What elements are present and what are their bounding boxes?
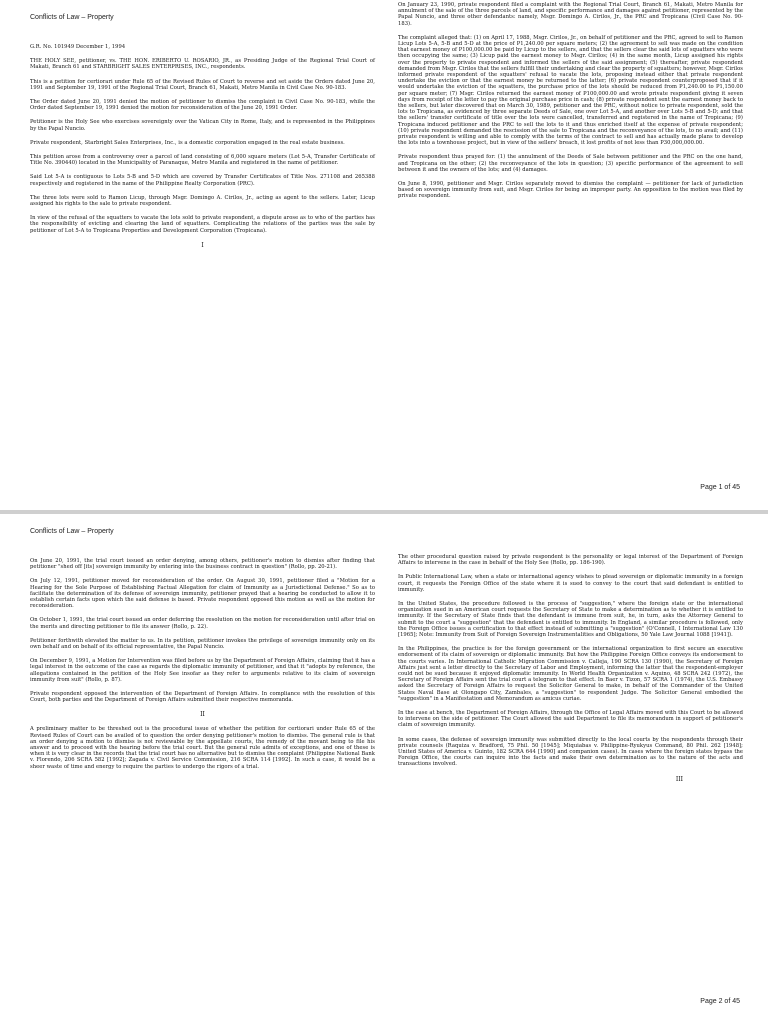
paragraph: On October 1, 1991, the trial court issued an order deferring the resolution on the motion for reconsideration until after trial on the merits and directing petitioner to file its answer (Rollo, p. 22). — [30, 617, 375, 630]
paragraph: This petition arose from a controversy over a parcel of land consisting of 6,000 square meters (Lot 5-A, Transfer Certificate of Title No. 390440) located in the Municipality of Paranaque, Metro Manila and registered in the name of petitioner. — [30, 154, 375, 167]
paragraph: THE HOLY SEE, petitioner, vs. THE HON. ERIBERTO U. ROSARIO, JR., as Presiding Judge of the Regional Trial Court of Makati, Branch 61 and STARBRIGHT SALES ENTERPRISES, INC., respondents. — [30, 58, 375, 71]
paragraph: The three lots were sold to Ramon Licup, through Msgr. Domingo A. Cirilos, Jr., acting as agent to the sellers. Later, Licup assigned his rights to the sale to private respondent. — [30, 194, 375, 208]
document-page-1 — [0, 0, 768, 510]
paragraph: Private respondent opposed the intervention of the Department of Foreign Affairs. In compliance with the resolution of this Court, both parties and the Department of Foreign Affairs submitted their respective memoranda. — [30, 691, 375, 704]
page-header: Conflicts of Law – Property — [30, 528, 114, 535]
paragraph: In view of the refusal of the squatters to vacate the lots sold to private respondent, a dispute arose as to who of the parties has the responsibility of evicting and clearing the land of squatters. Complicating the relations of the parties was the sale by petitioner of Lot 5-A to Tropicana Properties and Development Corporation (Tropicana). — [30, 215, 375, 234]
paragraph: In the Philippines, the practice is for the foreign government or the international organization to first secure an executive endorsement of its claim of sovereign or diplomatic immunity. But how the Philippine Foreign Office conveys its endorsement to the courts varies. In International Catholic Migration Commission v. Calleja, 190 SCRA 130 (1990), the Secretary of Foreign Affairs just sent a letter directly to the Secretary of Labor and Employment, informing the latter that the respondent-employer could not be sued because it enjoyed diplomatic immunity. In World Health Organization v. Aquino, 48 SCRA 242 (1972), the Secretary of Foreign Affairs sent the trial court a telegram to that effect. In Baer v. Tizon, 57 SCRA 1 (1974), the U.S. Embassy asked the Secretary of Foreign Affairs to request the Solicitor General to make, in behalf of the Commander of the United States Naval Base at Olongapo City, Zambales, a "suggestion" to respondent Judge. The Solicitor General embodied the "suggestion" in a Manifestation and Memorandum as amicus curiae. — [398, 646, 743, 702]
section-numeral: II — [200, 711, 205, 719]
page-header: Conflicts of Law – Property — [30, 14, 114, 21]
paragraph: Private respondent thus prayed for: (1) the annulment of the Deeds of Sale between petitioner and the PRC on the one hand, and Tropicana on the other; (2) the reconveyance of the lots in question; (3) specific performance of the agreement to sell between it and the owners of the lots; and (4) damages. — [398, 154, 743, 173]
section-numeral: III — [675, 775, 683, 783]
paragraph: In Public International Law, when a state or international agency wishes to plead sovereign or diplomatic immunity in a foreign court, it requests the Foreign Office of the state where it is sued to convey to the court that said defendant is entitled to immunity. — [398, 574, 743, 593]
paragraph: The Order dated June 20, 1991 denied the motion of petitioner to dismiss the complaint in Civil Case No. 90-183, while the Order dated September 19, 1991 denied the motion for reconsideration of the June 20, 1991 Order. — [30, 99, 375, 112]
paragraph: In the case at bench, the Department of Foreign Affairs, through the Office of Legal Affairs moved with this Court to be allowed to intervene on the side of petitioner. The Court allowed the said Department to file its memorandum in support of petitioner's claim of sovereign immunity. — [398, 710, 743, 729]
paragraph: The other procedural question raised by private respondent is the personality or legal interest of the Department of Foreign Affairs to intervene in the case in behalf of the Holy See (Rollo, pp. 186-190). — [398, 554, 743, 567]
paragraph: G.R. No. 101949 December 1, 1994 — [30, 44, 126, 50]
paragraph: In the United States, the procedure followed is the process of "suggestion," where the foreign state or the international organization sued in an American court requests the Secretary of State to make a determination as to whether it is entitled to immunity. If the Secretary of State finds that the defendant is immune from suit, he, in turn, asks the Attorney General to submit to the court a "suggestion" that the defendant is entitled to immunity. In England, a similar procedure is followed, only the Foreign Office issues a certification to that effect instead of submitting a "suggestion" (O'Connell, I International Law 130 [1965]; Note: Immunity from Suit of Foreign Sovereign Instrumentalities and Obligations, 50 Yale Law Journal 1088 [1941]). — [398, 601, 743, 639]
paragraph: Petitioner forthwith elevated the matter to us. In its petition, petitioner invokes the privilege of sovereign immunity only on its own behalf and on behalf of its official representative, the Papal Nuncio. — [30, 637, 375, 651]
paragraph: A preliminary matter to be threshed out is the procedural issue of whether the petition for certiorari under Rule 65 of the Revised Rules of Court can be availed of to question the order denying petitioner's motion to dismiss. The general rule is that an order denying a motion to dismiss is not reviewable by the appellate courts, the remedy of the movant being to file his answer and to proceed with the hearing before the trial court. But the general rule admits of exceptions, and one of these is when it is very clear in the records that the trial court has no alternative but to dismiss the complaint (Philippine National Bank v. Florendo, 206 SCRA 582 [1992]; Zagada v. Civil Service Commission, 216 SCRA 114 [1992]. In such a case, it would be a sheer waste of time and energy to require the parties to undergo the rigors of a trial. — [30, 726, 375, 770]
paragraph: On July 12, 1991, petitioner moved for reconsideration of the order. On August 30, 1991, petitioner filed a "Motion for a Hearing for the Sole Purpose of Establishing Factual Allegation for claim of Immunity as a Jurisdictional Defense." So as to facilitate the determination of its defense of sovereign immunity, petitioner prayed that a hearing be conducted to allow it to establish certain facts upon which the said defense is based. Private respondent opposed this motion as well as the motion for reconsideration. — [30, 578, 375, 610]
paragraph: Private respondent, Starbright Sales Enterprises, Inc., is a domestic corporation engaged in the real estate business. — [30, 139, 345, 146]
right-column — [398, 2, 743, 208]
page-number: Page 1 of 45 — [700, 484, 740, 491]
paragraph: In some cases, the defense of sovereign immunity was submitted directly to the local courts by the respondents through their private counsels (Raquiza v. Bradford, 75 Phil. 50 [1945]; Miquiabas v. Philippine-Ryukyus Command, 80 Phil. 262 [1948]; United States of America v. Guinto, 182 SCRA 644 [1990] and companion cases). In cases where the foreign states bypass the Foreign Office, the courts can inquire into the facts and make their own determination as to the nature of the acts and transactions involved. — [398, 736, 743, 768]
paragraph: On June 8, 1990, petitioner and Msgr. Cirilos separately moved to dismiss the complaint — petitioner for lack of jurisdiction based on sovereign immunity from suit, and Msgr. Cirilos for being an improper party. An opposition to the motion was filed by private respondent. — [398, 181, 743, 200]
left-column — [30, 44, 375, 257]
paragraph: Petitioner is the Holy See who exercises sovereignty over the Vatican City in Rome, Italy, and is represented in the Philippines by the Papal Nuncio. — [30, 119, 375, 132]
document-page-2 — [0, 514, 768, 1024]
paragraph: On December 9, 1991, a Motion for Intervention was filed before us by the Department of Foreign Affairs, claiming that it has a legal interest in the outcome of the case as regards the diplomatic immunity of petitioner, and that it "adopts by reference, the allegations contained in the petition of the Holy See insofar as they refer to arguments relative to its claim of sovereign immunity from suit" (Rollo, p. 87). — [30, 658, 375, 683]
right-column — [398, 554, 743, 791]
left-column — [30, 558, 375, 778]
paragraph: This is a petition for certiorari under Rule 65 of the Revised Rules of Court to reverse and set aside the Orders dated June 20, 1991 and September 19, 1991 of the Regional Trial Court, Branch 61, Makati, Metro Manila in Civil Case No. 90-183. — [30, 78, 375, 91]
paragraph: On June 20, 1991, the trial court issued an order denying, among others, petitioner's motion to dismiss after finding that petitioner "shed off [its] sovereign immunity by entering into the business contract in question" (Rollo, pp. 20-21). — [30, 558, 375, 571]
page-number: Page 2 of 45 — [700, 998, 740, 1005]
paragraph: On January 23, 1990, private respondent filed a complaint with the Regional Trial Court, Branch 61, Makati, Metro Manila for annulment of the sale of the three parcels of land, and specific performance and damages against petitioner, represented by the Papal Nuncio, and three other defendants: namely, Msgr. Domingo A. Cirilos, Jr., the PRC and Tropicana (Civil Case No. 90-183). — [398, 2, 743, 27]
paragraph: Said Lot 5-A is contiguous to Lots 5-B and 5-D which are covered by Transfer Certificates of Title Nos. 271108 and 265388 respectively and registered in the name of the Philippine Realty Corporation (PRC). — [30, 174, 375, 187]
paragraph: The complaint alleged that: (1) on April 17, 1988, Msgr. Cirilos, Jr., on behalf of petitioner and the PRC, agreed to sell to Ramon Licup Lots 5-A, 5-B and 5-D at the price of P1,240.00 per square meters; (2) the agreement to sell was made on the condition that earnest money of P100,000.00 be paid by Licup to the sellers, and that the sellers clear the said lots of squatters who were then occupying the same; (3) Licup paid the earnest money to Msgr. Cirilos; (4) in the same month, Licup assigned his rights over the property to private respondent and informed the sellers of the said assignment; (5) thereafter, private respondent demanded from Msgr. Cirilos that the sellers fulfill their undertaking and clear the property of squatters; however, Msgr. Cirilos informed private respondent of the squatters' refusal to vacate the lots, proposing instead either that private respondent undertake the eviction or that the earnest money be returned to the latter; (6) private respondent counterproposed that if it would undertake the eviction of the squatters, the purchase price of the lots should be reduced from P1,240.00 to P1,150.00 per square meter; (7) Msgr. Cirilos returned the earnest money of P100,000.00 and wrote private respondent giving it seven days from receipt of the letter to pay the original purchase price in cash; (8) private respondent sent the earnest money back to the sellers, but later discovered that on March 30, 1989, petitioner and the PRC, without notice to private respondent, sold the lots to Tropicana, as evidenced by three separate Deeds of Sale, one over Lot 5-A, and another over Lots 5-B and 5-D; and that the sellers' transfer certificate of title over the lots were cancelled, transferred and registered in the name of Tropicana; (9) Tropicana induced petitioner and the PRC to sell the lots to it and thus enriched itself at the expense of private respondent; (10) private respondent demanded the rescission of the sale to Tropicana and the reconveyance of the lots, to no avail; and (11) private respondent is willing and able to comply with the terms of the contract to sell and has actually made plans to develop the lots into a townhouse project, but in view of the sellers' breach, it lost profits of not less than P30,000,000.00. — [398, 34, 743, 147]
section-numeral: I — [201, 241, 204, 249]
